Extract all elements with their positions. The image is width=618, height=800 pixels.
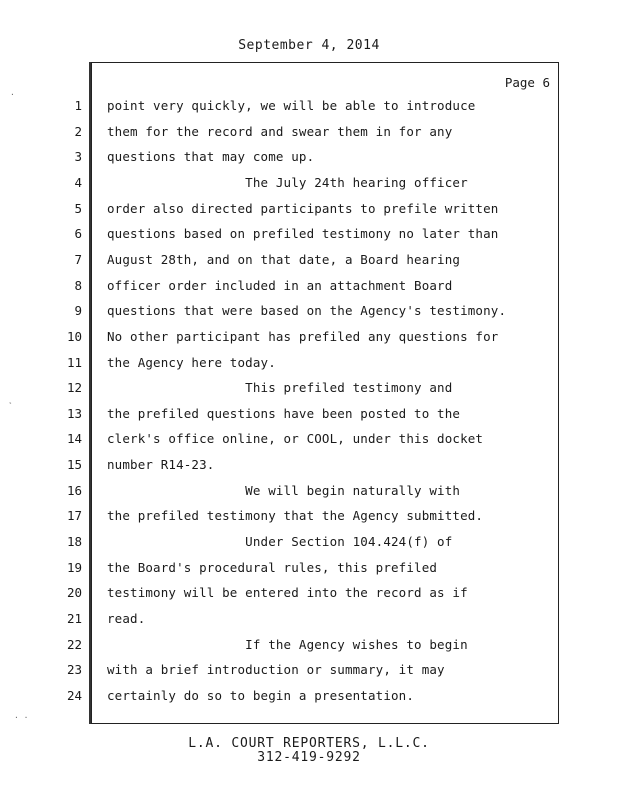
line-text: No other participant has prefiled any questions for	[107, 328, 499, 344]
line-text: testimony will be entered into the record as if	[107, 585, 468, 601]
line-text: questions based on prefiled testimony no later than	[107, 226, 499, 242]
line-number: 24	[66, 687, 82, 703]
scan-speck: ˛	[8, 395, 13, 404]
line-text: number R14-23.	[107, 457, 215, 473]
transcript-date-header: September 4, 2014	[238, 38, 380, 53]
line-number: 8	[74, 277, 82, 293]
line-number: 18	[66, 534, 82, 550]
line-text: read.	[107, 611, 146, 626]
line-text: the prefiled questions have been posted to the	[107, 405, 461, 421]
line-text: the Agency here today.	[107, 354, 276, 370]
line-number: 17	[66, 508, 82, 524]
line-text: questions that may come up.	[107, 149, 315, 165]
line-number: 4	[74, 174, 82, 190]
line-text: If the Agency wishes to begin	[107, 636, 468, 652]
court-reporter-phone: 312-419-9292	[257, 750, 361, 765]
line-number: 10	[66, 328, 82, 344]
line-text: This prefiled testimony and	[107, 380, 453, 396]
line-number: 14	[66, 431, 82, 447]
line-number: 2	[74, 123, 82, 139]
line-text: officer order included in an attachment Board	[107, 277, 453, 293]
line-text: questions that were based on the Agency's testimony.	[107, 303, 507, 319]
line-text: August 28th, and on that date, a Board hearing	[107, 251, 461, 267]
line-number: 7	[74, 251, 82, 267]
line-number: 19	[66, 559, 82, 575]
line-number: 3	[74, 149, 82, 165]
line-number: 20	[66, 585, 82, 601]
line-text: point very quickly, we will be able to introduce	[107, 98, 476, 113]
line-number: 1	[74, 98, 82, 113]
scan-speck: · ·	[14, 713, 29, 722]
line-text: them for the record and swear them in for any	[107, 123, 453, 139]
line-number: 23	[66, 662, 82, 678]
line-text: certainly do so to begin a presentation.	[107, 687, 415, 703]
line-number: 13	[66, 405, 82, 421]
court-reporter-name: L.A. COURT REPORTERS, L.L.C.	[188, 736, 430, 751]
line-number: 15	[66, 457, 82, 473]
line-number: 16	[66, 482, 82, 498]
line-text: Under Section 104.424(f) of	[107, 534, 453, 550]
scan-speck: ·	[10, 90, 15, 99]
line-number: 21	[66, 611, 82, 626]
line-number: 9	[74, 303, 82, 319]
line-number: 6	[74, 226, 82, 242]
line-number: 5	[74, 200, 82, 216]
line-text: the prefiled testimony that the Agency submitted.	[107, 508, 484, 524]
line-number: 22	[66, 636, 82, 652]
line-text: clerk's office online, or COOL, under this docket	[107, 431, 484, 447]
line-text: order also directed participants to prefile written	[107, 200, 499, 216]
line-text: with a brief introduction or summary, it may	[107, 662, 445, 678]
line-text: We will begin naturally with	[107, 482, 461, 498]
line-number: 12	[66, 380, 82, 396]
page-number-label: Page 6	[504, 75, 550, 90]
line-text: The July 24th hearing officer	[107, 174, 468, 190]
line-text: the Board's procedural rules, this prefiled	[107, 559, 438, 575]
line-number: 11	[66, 354, 82, 370]
